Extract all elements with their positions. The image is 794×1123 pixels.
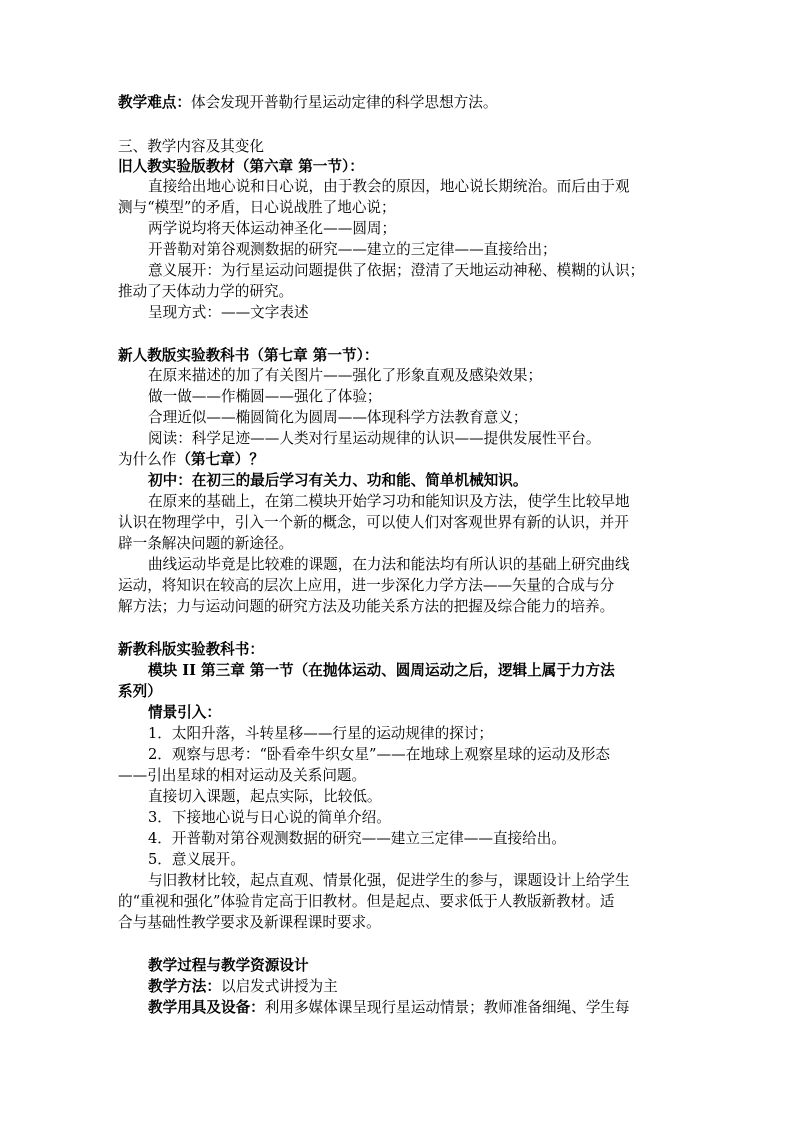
tools-label: 教学用具及设备： [148, 999, 265, 1016]
junior-reason: 初中：在初三的最后学习有关力、功和能、简单机械知识。 [148, 472, 528, 489]
why-chapter: （第七章）？ [176, 451, 264, 468]
why-question [118, 450, 264, 470]
curve-para-line: 解方法；力与运动问题的研究方法及功能关系方法的把握及综合能力的培养。 [118, 598, 615, 615]
compare-line: 的“重视和强化”体验肯定高于旧教材。但是起点、要求低于人教版新教材。适 [118, 893, 615, 910]
why-prefix: 为什么作 [118, 451, 177, 468]
compare-line: 合与基础性教学要求及新课程课时要求。 [118, 914, 381, 931]
intro-item: 4．开普勒对第谷观测数据的研究——建立三定律——直接给出。 [148, 830, 566, 847]
module-line: 系列） [118, 683, 162, 700]
curve-para-line: 运动，将知识在较高的层次上应用，进一步深化力学方法——矢量的合成与分 [118, 577, 615, 594]
teaching-difficulty [118, 93, 497, 113]
curve-para-line: 曲线运动毕竟是比较难的课题，在力法和能法均有所认识的基础上研究曲线 [148, 556, 630, 573]
difficulty-text: 体会发现开普勒行星运动定律的科学思想方法。 [190, 94, 498, 111]
old-textbook-line: 意义展开：为行星运动问题提供了依据；澄清了天地运动神秘、模糊的认识； [148, 262, 645, 279]
reason-para-line: 在原来的基础上，在第二模块开始学习功和能知识及方法，使学生比较早地 [148, 493, 630, 510]
intro-item: 3．下接地心说与日心说的简单介绍。 [148, 809, 391, 826]
old-textbook-line: 开普勒对第谷观测数据的研究——建立的三定律——直接给出； [148, 241, 557, 258]
teaching-method [148, 977, 338, 997]
intro-item: 2．观察与思考：“卧看牵牛织女星”——在地球上观察星球的运动及形态 [148, 746, 611, 763]
intro-item: ——引出星球的相对运动及关系问题。 [118, 767, 367, 784]
reason-para-line: 认识在物理学中，引入一个新的概念，可以使人们对客观世界有新的认识，并开 [118, 514, 629, 531]
new-pep-line: 阅读：科学足迹——人类对行星运动规律的认识——提供发展性平台。 [148, 430, 601, 447]
old-textbook-line: 推动了天体动力学的研究。 [118, 283, 294, 300]
reason-para-line: 辟一条解决问题的新途径。 [118, 535, 294, 552]
teaching-tools [148, 998, 630, 1018]
new-pep-textbook-title: 新人教版实验教科书（第七章 第一节）： [118, 347, 379, 364]
old-textbook-line: 直接给出地心说和日心说，由于教会的原因，地心说长期统治。而后由于观 [148, 178, 630, 195]
method-text: 以启发式讲授为主 [220, 978, 338, 995]
process-heading: 教学过程与教学资源设计 [148, 957, 309, 974]
module-line: 模块 II 第三章 第一节（在抛体运动、圆周运动之后，逻辑上属于力方法 [148, 662, 615, 679]
compare-line: 与旧教材比较，起点直观、情景化强，促进学生的参与，课题设计上给学生 [148, 872, 630, 889]
new-pep-line: 在原来描述的加了有关图片——强化了形象直观及感染效果； [148, 367, 543, 384]
intro-item: 直接切入课题，起点实际，比较低。 [148, 788, 382, 805]
section-heading: 三、教学内容及其变化 [118, 138, 264, 155]
new-science-textbook-title: 新教科版实验教科书： [118, 641, 264, 658]
method-label: 教学方法： [148, 978, 221, 995]
old-textbook-line: 呈现方式：——文字表述 [148, 304, 309, 321]
old-textbook-line: 两学说均将天体运动神圣化——圆周； [148, 220, 397, 237]
tools-text: 利用多媒体课呈现行星运动情景；教师准备细绳、学生每 [264, 999, 630, 1016]
intro-item: 5．意义展开。 [148, 851, 245, 868]
intro-label: 情景引入： [148, 704, 221, 721]
new-pep-line: 合理近似——椭圆简化为圆周——体现科学方法教育意义； [148, 409, 528, 426]
new-pep-line: 做一做——作椭圆——强化了体验； [148, 388, 382, 405]
difficulty-label: 教学难点： [118, 94, 191, 111]
old-textbook-line: 测与“模型”的矛盾，日心说战胜了地心说； [118, 199, 396, 216]
old-textbook-title: 旧人教实验版教材（第六章 第一节）： [118, 158, 364, 175]
intro-item: 1．太阳升落，斗转星移——行星的运动规律的探讨； [148, 725, 493, 742]
